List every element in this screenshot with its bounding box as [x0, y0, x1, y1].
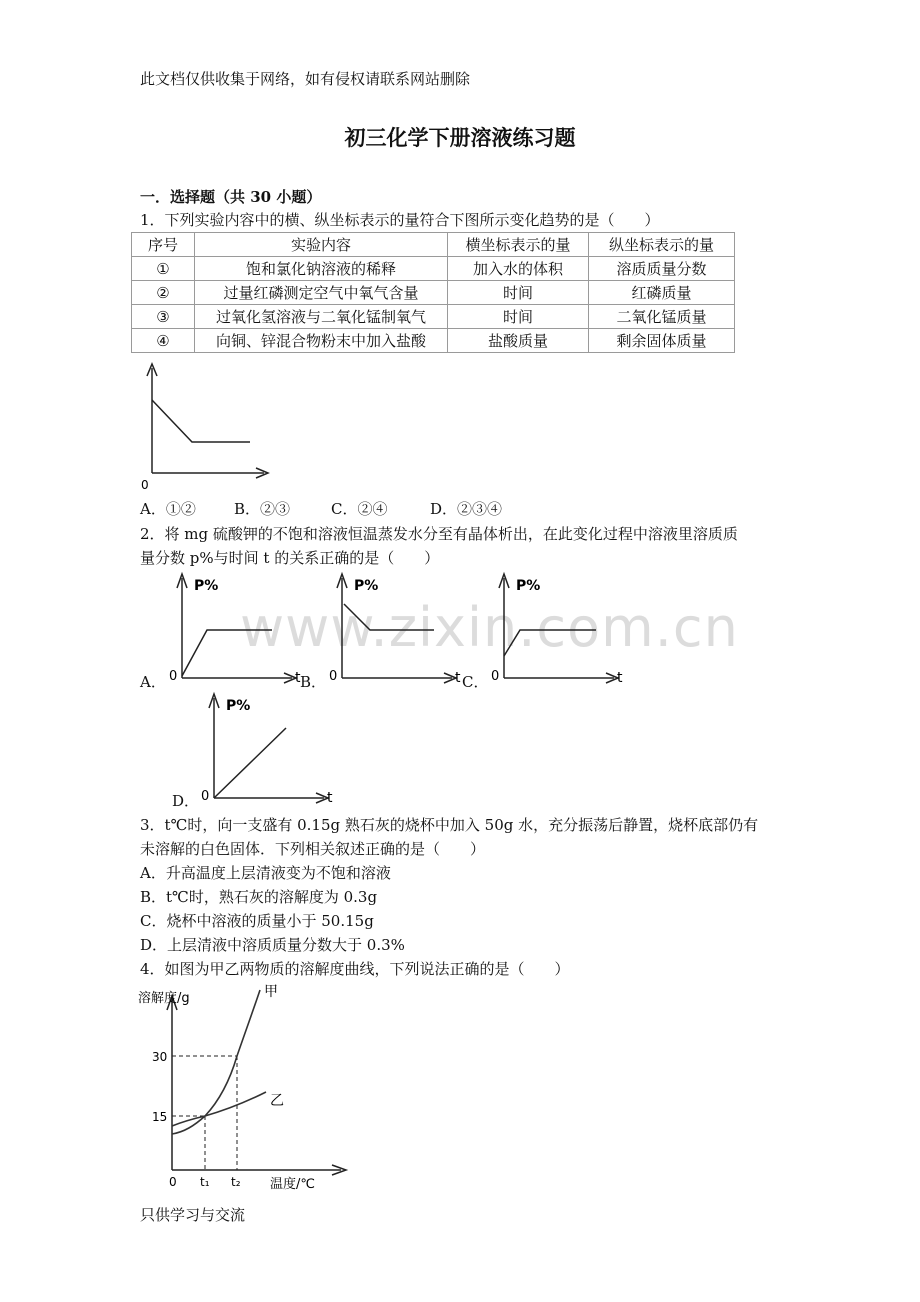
table-cell: 加入水的体积	[448, 257, 589, 281]
q1-option-a: A．①②	[140, 500, 196, 518]
table-cell: ②	[132, 281, 195, 305]
table-row	[132, 305, 735, 329]
origin-label: 0	[201, 789, 210, 804]
q3-option-c: C．烧杯中溶液的质量小于 50.15g	[140, 912, 374, 930]
series-label-yi: 乙	[270, 1093, 284, 1109]
table-cell: ④	[132, 329, 195, 353]
y-axis-label: P%	[354, 578, 379, 594]
table-row	[132, 257, 735, 281]
footer-note: 只供学习与交流	[140, 1206, 246, 1224]
q1-option-b: B．②③	[234, 500, 291, 518]
x-axis-label: t	[617, 670, 623, 686]
origin-label: 0	[169, 1175, 177, 1189]
question-1-graph	[136, 358, 276, 492]
question-1-text: 1．下列实验内容中的横、纵坐标表示的量符合下图所示变化趋势的是（ ）	[140, 211, 660, 229]
table-cell: 饱和氯化钠溶液的稀释	[195, 257, 448, 281]
table-cell: 盐酸质量	[448, 329, 589, 353]
q2-graph-d	[196, 688, 338, 808]
q2-graph-b	[324, 568, 466, 688]
x-axis-label: t	[327, 790, 333, 806]
question-3-line-1: 3．t℃时，向一支盛有 0.15g 熟石灰的烧杯中加入 50g 水，充分振荡后静置，烧杯底部仍有	[140, 816, 759, 834]
x-axis-label: t	[295, 670, 301, 686]
graph-curve	[152, 400, 250, 442]
graph-curve	[182, 630, 272, 676]
table-cell: 红磷质量	[589, 281, 735, 305]
graph-curve	[214, 728, 286, 798]
table-cell: 时间	[448, 305, 589, 329]
table-row	[132, 329, 735, 353]
question-4-text: 4．如图为甲乙两物质的溶解度曲线，下列说法正确的是（ ）	[140, 960, 570, 978]
table-cell: 溶质质量分数	[589, 257, 735, 281]
q2-label-d: D．	[172, 792, 200, 810]
header-note: 此文档仅供收集于网络，如有侵权请联系网站删除	[140, 70, 471, 88]
table-header-row	[132, 233, 735, 257]
origin-label: 0	[169, 669, 178, 684]
section-heading: 一．选择题（共 30 小题）	[140, 188, 322, 206]
table-header-cell: 实验内容	[195, 233, 448, 257]
y-axis-label: P%	[226, 698, 251, 714]
q1-option-c: C．②④	[331, 500, 388, 518]
xtick-t2: t₂	[231, 1175, 241, 1189]
page-title: 初三化学下册溶液练习题	[344, 125, 576, 150]
table-cell: 向铜、锌混合物粉末中加入盐酸	[195, 329, 448, 353]
q2-label-b: B．	[300, 673, 327, 691]
question-2-line-2: 量分数 p%与时间 t 的关系正确的是（ ）	[140, 549, 440, 567]
table-row	[132, 281, 735, 305]
ytick-15: 15	[152, 1110, 168, 1124]
table-header-cell: 纵坐标表示的量	[589, 233, 735, 257]
table-header-cell: 序号	[132, 233, 195, 257]
table-cell: 过量红磷测定空气中氧气含量	[195, 281, 448, 305]
table-cell: 剩余固体质量	[589, 329, 735, 353]
table-cell: 时间	[448, 281, 589, 305]
x-axis-label: 温度/℃	[270, 1177, 315, 1192]
y-axis-label: P%	[516, 578, 541, 594]
x-axis-label: t	[455, 670, 461, 686]
origin-label: 0	[491, 669, 500, 684]
solubility-curve-graph	[136, 982, 376, 1194]
watermark: www.zixin.com.cn	[240, 596, 739, 659]
question-3-line-2: 未溶解的白色固体．下列相关叙述正确的是（ ）	[140, 840, 486, 858]
q3-option-b: B．t℃时，熟石灰的溶解度为 0.3g	[140, 888, 378, 906]
q2-graph-a	[164, 568, 306, 688]
q3-option-a: A．升高温度上层清液变为不饱和溶液	[140, 864, 391, 882]
y-axis-label: P%	[194, 578, 219, 594]
table-cell: 二氧化锰质量	[589, 305, 735, 329]
question-2-line-1: 2．将 mg 硫酸钾的不饱和溶液恒温蒸发水分至有晶体析出，在此变化过程中溶液里溶质质	[140, 525, 738, 543]
graph-curve	[504, 630, 596, 656]
series-label-jia: 甲	[264, 984, 278, 1000]
question-1-table	[131, 232, 735, 353]
y-axis-label: 溶解度/g	[138, 991, 190, 1006]
table-cell: ①	[132, 257, 195, 281]
table-cell: ③	[132, 305, 195, 329]
q2-graph-c	[486, 568, 628, 688]
xtick-t1: t₁	[200, 1175, 210, 1189]
origin-label: 0	[329, 669, 338, 684]
q3-option-d: D．上层清液中溶质质量分数大于 0.3%	[140, 936, 405, 954]
table-cell: 过氧化氢溶液与二氧化锰制氧气	[195, 305, 448, 329]
ytick-30: 30	[152, 1050, 168, 1064]
q2-label-a: A．	[140, 673, 166, 691]
q2-label-c: C．	[462, 673, 489, 691]
table-header-cell: 横坐标表示的量	[448, 233, 589, 257]
q1-option-d: D．②③④	[430, 500, 503, 518]
graph-curve	[344, 604, 434, 630]
origin-label: 0	[141, 478, 149, 492]
